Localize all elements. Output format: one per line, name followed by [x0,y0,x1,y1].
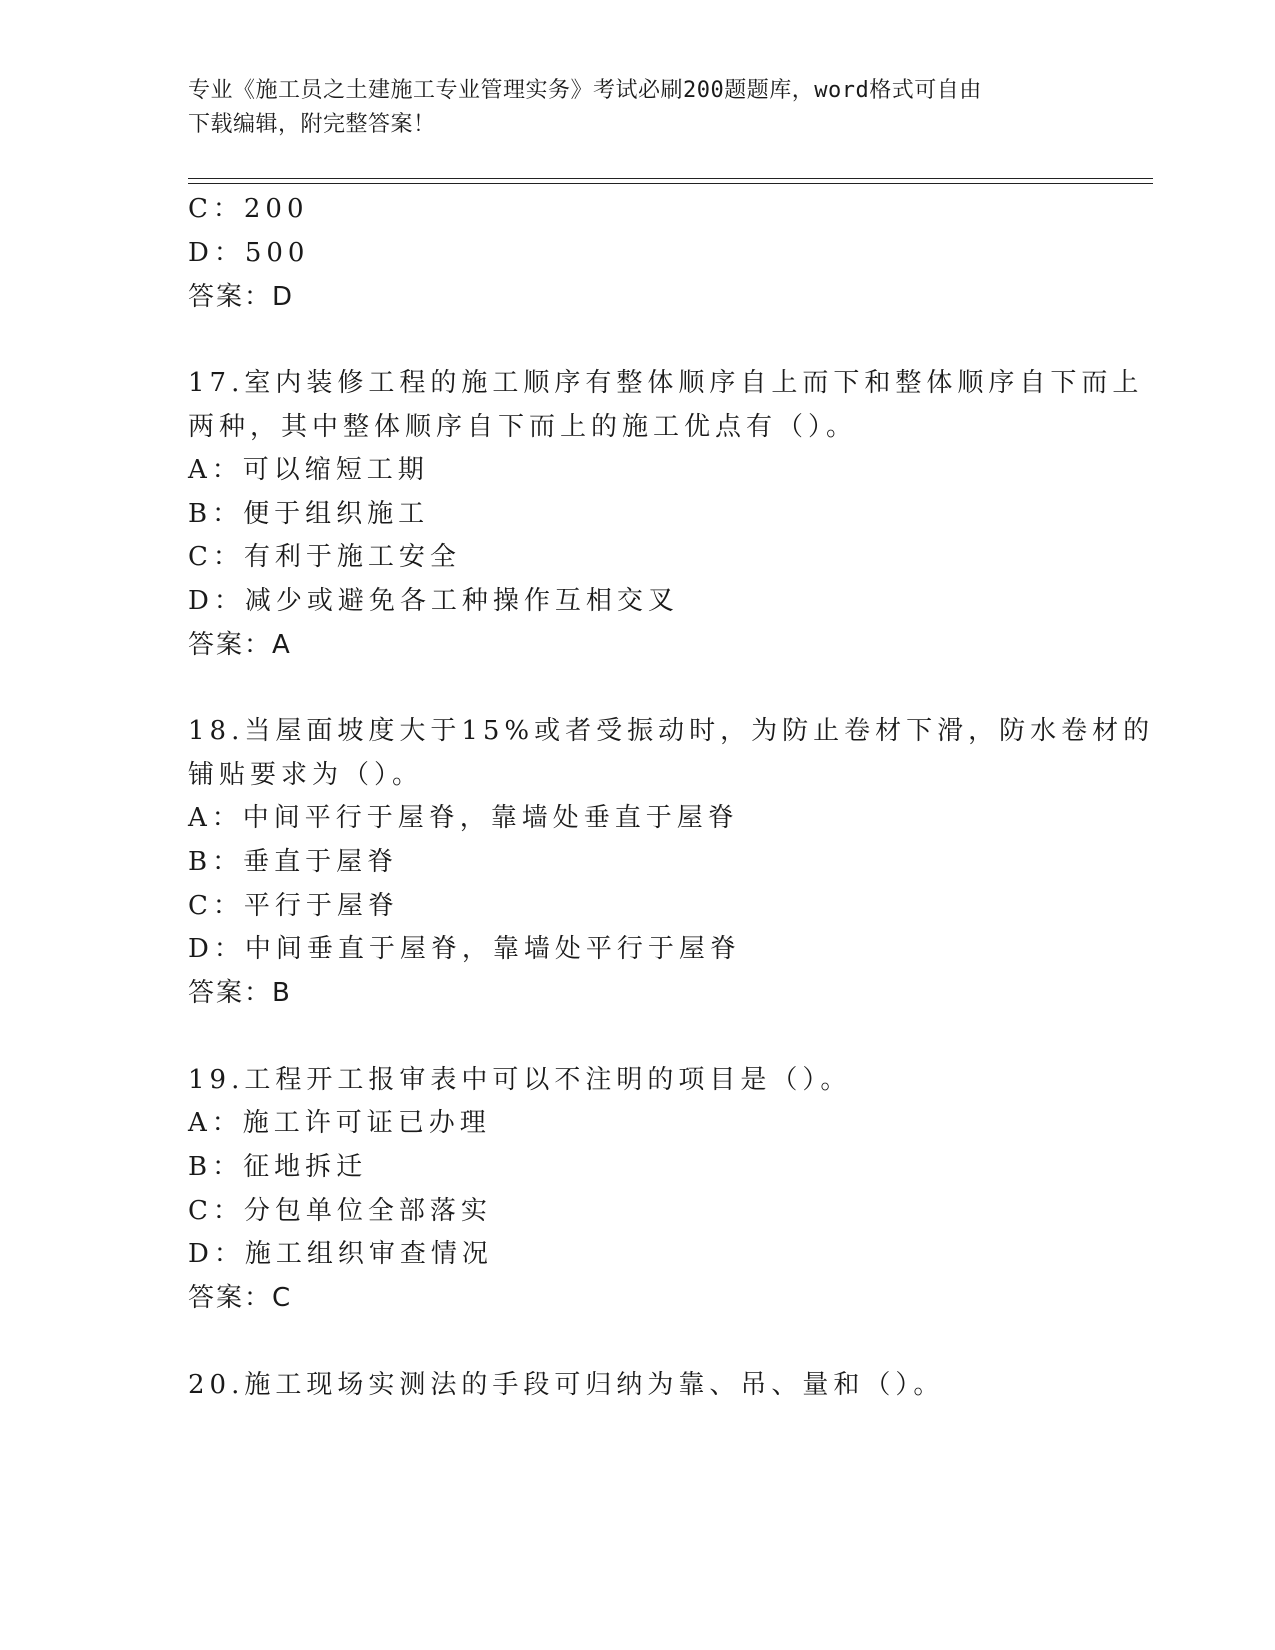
q18-answer: 答案：B [188,978,292,1008]
q17-option-a: A：可以缩短工期 [188,455,429,485]
prev-option-c: C：200 [188,194,309,224]
q18-stem-line-2: 铺贴要求为（）。 [188,760,424,790]
q19-option-d: D：施工组织审查情况 [188,1239,493,1269]
header-line-2: 下载编辑，附完整答案！ [188,112,436,137]
q19-option-a: A：施工许可证已办理 [188,1108,491,1138]
q18-option-c: C：平行于屋脊 [188,891,399,921]
q18-option-b: B：垂直于屋脊 [188,847,399,877]
q19-option-c: C：分包单位全部落实 [188,1196,492,1226]
q17-answer: 答案：A [188,630,292,660]
q17-stem-line-2: 两种，其中整体顺序自下而上的施工优点有（）。 [188,412,858,442]
q17-option-d: D：减少或避免各工种操作互相交叉 [188,586,679,616]
q19-answer: 答案：C [188,1283,293,1313]
q18-option-d: D：中间垂直于屋脊，靠墙处平行于屋脊 [188,934,741,964]
q20-stem-line-1: 20.施工现场实测法的手段可归纳为靠、吊、量和（）。 [188,1370,945,1400]
q17-stem-line-1: 17.室内装修工程的施工顺序有整体顺序自上而下和整体顺序自下而上 [188,368,1144,398]
prev-answer: 答案：D [188,282,295,312]
q17-option-c: C：有利于施工安全 [188,542,461,572]
q19-option-b: B：征地拆迁 [188,1152,368,1182]
q18-stem-line-1: 18.当屋面坡度大于15%或者受振动时，为防止卷材下滑，防水卷材的 [188,716,1155,746]
q19-stem-line-1: 19.工程开工报审表中可以不注明的项目是（）。 [188,1065,852,1095]
document-header [188,74,1088,142]
header-line-1: 专业《施工员之土建施工专业管理实务》考试必刷200题题库，word格式可自由 [188,78,982,103]
prev-option-d: D：500 [188,238,310,268]
header-double-rule [188,178,1153,184]
q17-option-b: B：便于组织施工 [188,499,430,529]
q18-option-a: A：中间平行于屋脊，靠墙处垂直于屋脊 [188,803,739,833]
